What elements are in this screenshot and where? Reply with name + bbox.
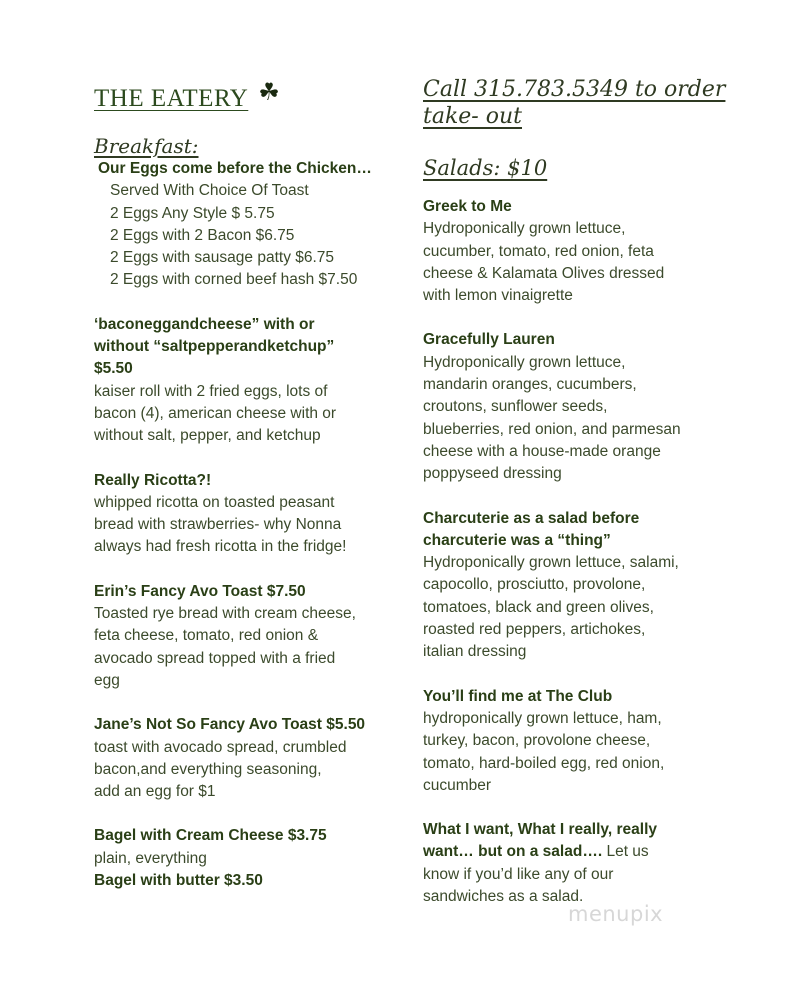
lauren-salad-title: Gracefully Lauren: [423, 331, 555, 349]
sandwich-salad-desc: know if you’d like any of our: [423, 865, 614, 883]
ricotta-desc: bread with strawberries- why Nonna: [94, 516, 342, 534]
club-salad-desc: turkey, bacon, provolone cheese,: [423, 732, 651, 750]
restaurant-title: THE EATERY: [94, 85, 249, 112]
bec-title: ‘baconeggandcheese” with or: [94, 315, 315, 333]
erin-avo-section: [94, 581, 394, 692]
order-phone-line: Call 315.783.5349 to order: [423, 77, 726, 102]
bagel-butter-title: Bagel with butter $3.50: [94, 872, 263, 890]
bagel-desc: plain, everything: [94, 849, 207, 867]
sandwich-salad-title: What I want, What I really, really: [423, 821, 657, 839]
menupix-watermark: menupix: [568, 902, 664, 926]
lauren-salad-desc: Hydroponically grown lettuce,: [423, 353, 626, 371]
lauren-salad-desc: mandarin oranges, cucumbers,: [423, 376, 637, 394]
jane-avo-desc: bacon,and everything seasoning,: [94, 760, 322, 778]
eggs-item: 2 Eggs with corned beef hash $7.50: [110, 271, 358, 289]
bec-desc: bacon (4), american cheese with or: [94, 404, 337, 422]
sandwich-salad-title-rest: Let us: [602, 843, 649, 861]
sandwich-salad-title-line2: [423, 841, 783, 863]
eggs-title: Our Eggs come before the Chicken…: [98, 160, 372, 177]
sandwich-salad-desc: sandwiches as a salad.: [423, 888, 584, 906]
bagel-cream-cheese-title: Bagel with Cream Cheese $3.75: [94, 827, 327, 845]
shamrock-icon: ☘: [258, 79, 280, 106]
bec-title: without “saltpepperandketchup”: [94, 338, 335, 356]
bec-desc: kaiser roll with 2 fried eggs, lots of: [94, 382, 328, 400]
jane-avo-desc: toast with avocado spread, crumbled: [94, 738, 347, 756]
lauren-salad-desc: cheese with a house-made orange: [423, 442, 661, 460]
greek-salad-desc: Hydroponically grown lettuce,: [423, 220, 626, 238]
greek-salad-section: [423, 196, 783, 307]
eggs-item: 2 Eggs with sausage patty $6.75: [110, 249, 335, 267]
ricotta-desc: always had fresh ricotta in the fridge!: [94, 538, 347, 556]
charcuterie-salad-title: charcuterie was a “thing”: [423, 531, 611, 549]
order-takeout-line: take- out: [423, 104, 522, 129]
eggs-item: 2 Eggs Any Style $ 5.75: [110, 204, 275, 222]
eggs-item: 2 Eggs with 2 Bacon $6.75: [110, 226, 295, 244]
charcuterie-salad-desc: Hydroponically grown lettuce, salami,: [423, 554, 679, 572]
sandwich-salad-section: [423, 819, 783, 908]
erin-avo-desc: egg: [94, 671, 120, 689]
bec-section: [94, 314, 394, 448]
jane-avo-section: [94, 714, 394, 803]
club-salad-desc: tomato, hard-boiled egg, red onion,: [423, 754, 665, 772]
greek-salad-desc: cucumber, tomato, red onion, feta: [423, 242, 654, 260]
club-salad-desc: cucumber: [423, 776, 492, 794]
lauren-salad-desc: croutons, sunflower seeds,: [423, 398, 608, 416]
charcuterie-salad-title: Charcuterie as a salad before: [423, 509, 640, 527]
sandwich-salad-title-bold: want… but on a salad….: [423, 843, 603, 861]
erin-avo-desc: avocado spread topped with a fried: [94, 649, 336, 667]
greek-salad-title: Greek to Me: [423, 198, 512, 215]
greek-salad-desc: with lemon vinaigrette: [423, 287, 573, 305]
salads-heading: Salads: $10: [423, 156, 548, 180]
erin-avo-desc: feta cheese, tomato, red onion &: [94, 627, 319, 645]
charcuterie-salad-section: [423, 508, 783, 664]
ricotta-desc: whipped ricotta on toasted peasant: [94, 493, 335, 511]
eggs-note: Served With Choice Of Toast: [110, 182, 309, 200]
jane-avo-desc: add an egg for $1: [94, 783, 216, 801]
club-salad-section: [423, 686, 783, 797]
bec-desc: without salt, pepper, and ketchup: [94, 427, 321, 445]
jane-avo-title: Jane’s Not So Fancy Avo Toast $5.50: [94, 716, 366, 734]
charcuterie-salad-desc: tomatoes, black and green olives,: [423, 598, 654, 616]
ricotta-title: Really Ricotta?!: [94, 471, 212, 489]
charcuterie-salad-desc: roasted red peppers, artichokes,: [423, 621, 646, 639]
eatery-header: [94, 78, 394, 126]
eggs-section: [94, 158, 394, 292]
lauren-salad-desc: blueberries, red onion, and parmesan: [423, 420, 681, 438]
erin-avo-title: Erin’s Fancy Avo Toast $7.50: [94, 582, 306, 600]
greek-salad-desc: cheese & Kalamata Olives dressed: [423, 264, 665, 282]
bec-price: $5.50: [94, 360, 133, 378]
left-column: [94, 78, 394, 892]
breakfast-heading: Breakfast:: [94, 134, 199, 158]
lauren-salad-desc: poppyseed dressing: [423, 465, 562, 483]
club-salad-title: You’ll find me at The Club: [423, 687, 613, 705]
erin-avo-desc: Toasted rye bread with cream cheese,: [94, 605, 356, 623]
charcuterie-salad-desc: capocollo, prosciutto, provolone,: [423, 576, 646, 594]
bagel-section: [94, 825, 394, 892]
charcuterie-salad-desc: italian dressing: [423, 643, 527, 661]
lauren-salad-section: [423, 329, 783, 485]
ricotta-section: [94, 470, 394, 559]
club-salad-desc: hydroponically grown lettuce, ham,: [423, 709, 662, 727]
right-column: [423, 76, 783, 908]
